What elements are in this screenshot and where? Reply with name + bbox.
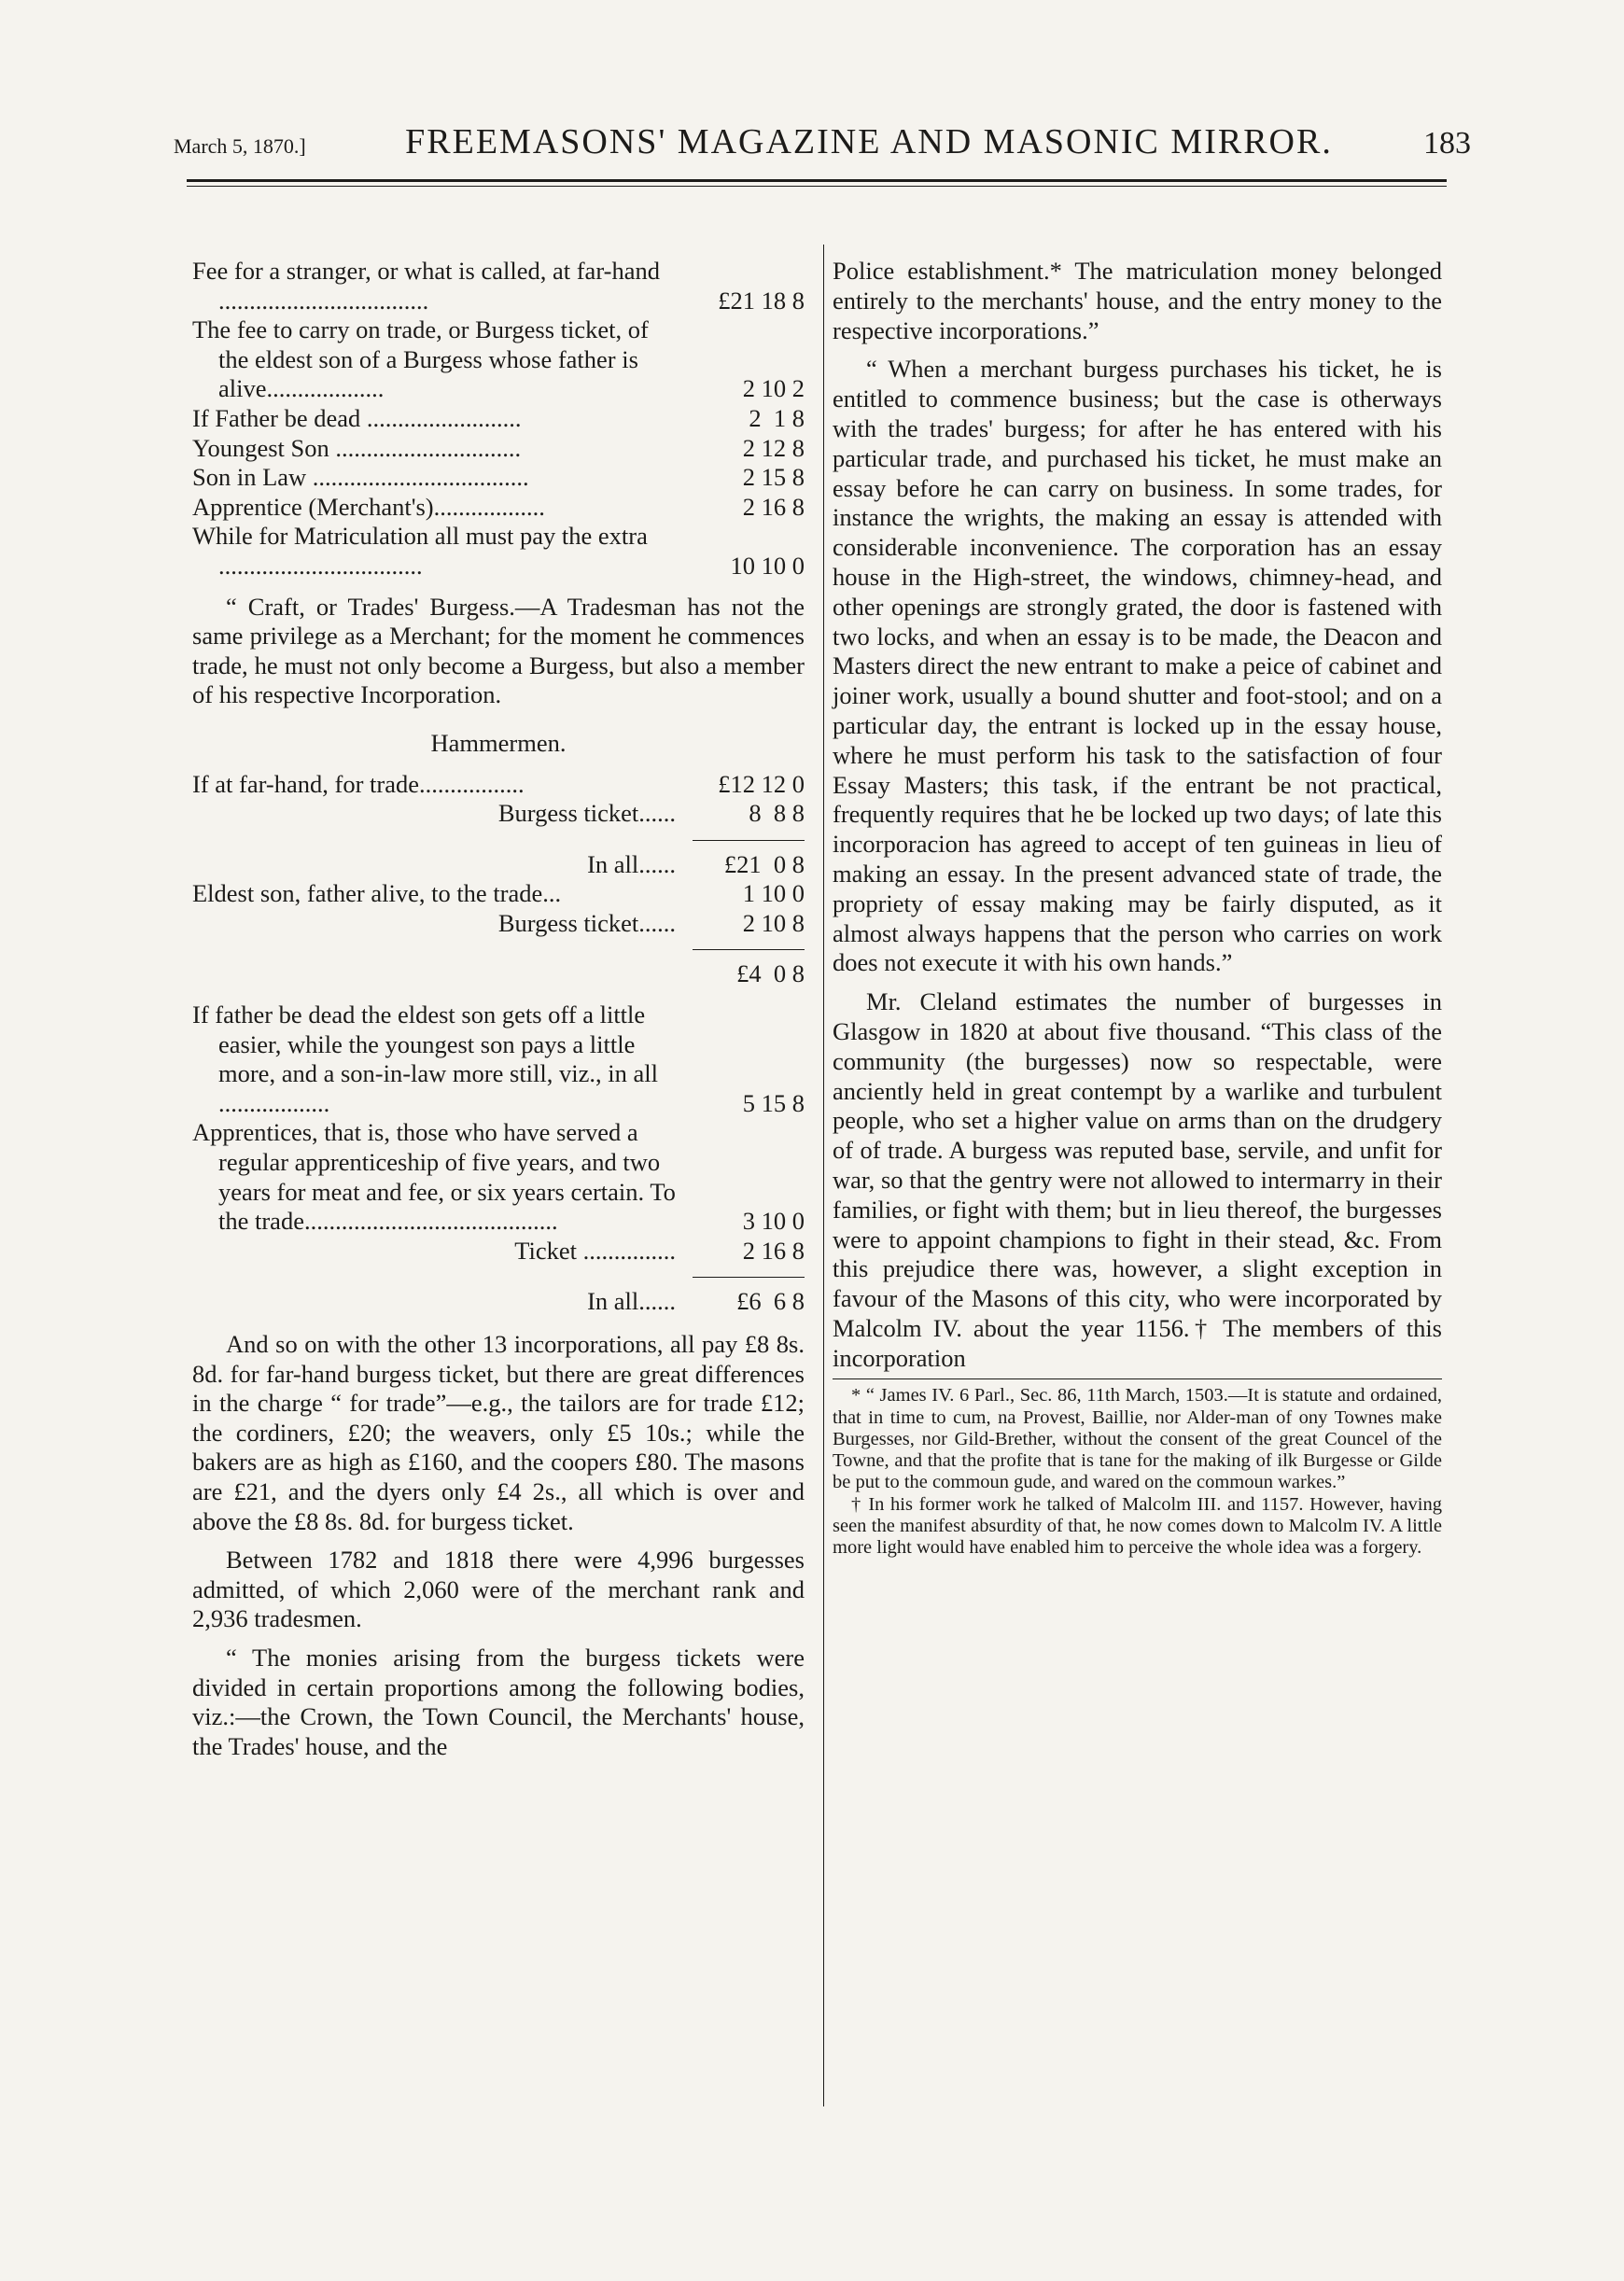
police-paragraph: Police establishment.* The matriculation money belonged entirely to the merchants' house, and the entry money to the respective incorporations.”: [833, 257, 1442, 344]
fee-label: If Father be dead .........................: [192, 403, 522, 432]
fee-amount: 2 12 8: [742, 433, 805, 462]
fee-label: Burgess ticket......: [497, 799, 676, 828]
fee-row: [192, 909, 805, 939]
fee-label: Son in Law ...................................: [192, 463, 529, 492]
total-label: In all......: [587, 1287, 676, 1316]
fee-amount: 10 10 0: [730, 551, 805, 580]
footnote-rule: [833, 1378, 1442, 1379]
fee-label: If father be dead the eldest son gets off a little easier, while the youngest son pays a little more, and a son-in-law more still, viz., in all ..................: [192, 1001, 658, 1117]
total-amount: £4 0 8: [736, 959, 805, 988]
fee-amount: 2 16 8: [742, 1236, 805, 1265]
fee-row: [192, 879, 805, 909]
total-row: [192, 959, 805, 989]
fee-amount: 3 10 0: [742, 1207, 805, 1236]
sum-rule: [693, 949, 805, 950]
fee-amount: 2 15 8: [742, 463, 805, 492]
fee-label: Burgess ticket......: [497, 908, 676, 937]
fee-amount: 2 1 8: [749, 403, 805, 432]
fee-amount: 2 16 8: [742, 492, 805, 521]
fee-amount: 8 8 8: [749, 799, 805, 828]
total-row: [192, 1287, 805, 1317]
fee-row: [192, 434, 805, 464]
monies-paragraph: “ The monies arising from the burgess tickets were divided in certain proportions among the following bodies, viz.:—the Crown, the Town Council, the Merchants' house, the Trades' house, and the: [192, 1643, 805, 1760]
issue-date: March 5, 1870.]: [174, 134, 306, 158]
fee-label: Apprentice (Merchant's)..................: [192, 492, 545, 521]
fee-amount: 5 15 8: [742, 1088, 805, 1117]
header-rule-thick: [187, 179, 1447, 182]
fee-row: [192, 1237, 805, 1266]
fee-amount: 1 10 0: [742, 879, 805, 908]
fee-amount: £12 12 0: [718, 769, 805, 798]
right-column: [833, 257, 1442, 1559]
magazine-title: FREEMASONS' MAGAZINE AND MASONIC MIRROR.: [405, 122, 1333, 161]
craft-paragraph: “ Craft, or Trades' Burgess.—A Tradesman has not the same privilege as a Merchant; for the moment he commences trade, he must not only become a Burgess, but also a member of his respective Incorporation.: [192, 592, 805, 709]
fee-label: If at far-hand, for trade.................: [192, 769, 525, 798]
footnote-star: * “ James IV. 6 Parl., Sec. 86, 11th March, 1503.—It is statute and ordained, that in time to cum, na Provest, Baillie, nor Alder-man of ony Townes make Burgesses, nor Gild-Brether, without the consent of the great Councel of the Towne, and that the profite that is tane for the making of ilk Burgesse or Gilde be put to the commoun gude, and wared on the commoun warkes.”: [833, 1385, 1442, 1493]
hammermen-fee-table: [192, 770, 805, 1318]
fee-label: Fee for a stranger, or what is called, at far-hand ..................................: [192, 257, 660, 315]
fee-label: Apprentices, that is, those who have served a regular apprenticeship of five years, and two years for meat and fee, or six years certain. To the trade.........................................: [192, 1118, 676, 1236]
page-number: 183: [1423, 126, 1471, 161]
fee-amount: 2 10 2: [742, 374, 805, 403]
sum-rule: [693, 840, 805, 841]
incorporations-paragraph: And so on with the other 13 incorporations, all pay £8 8s. 8d. for far-hand burgess ticket, but there are great differences in the charge “ for trade”—e.g., the tailors are for trade £12; the cordiners, £20; the weavers, only £5 10s.; while the bakers are as high as £160, and the coopers £80. The masons are £21, and the dyers only £4 2s., all which is over and above the £8 8s. 8d. for burgess ticket.: [192, 1330, 805, 1535]
total-amount: £21 0 8: [723, 849, 805, 878]
fee-row: [192, 463, 805, 493]
column-divider: [823, 245, 824, 2106]
fee-row: [192, 799, 805, 829]
cleland-paragraph: Mr. Cleland estimates the number of burgesses in Glasgow in 1820 at about five thousand. “This class of the community (the burgesses) now so respectable, were anciently held in great contempt by a warlike and turbulent people, who set a higher value on arms than on the drudgery of of trade. A burgess was reputed base, servile, and unfit for war, so that the gentry were not allowed to intermarry in their families, or fight with them; but in lieu thereof, the burgesses were to appoint champions to fight in their stead, &c. From this prejudice there was, however, a slight exception in favour of the Masons of this city, who were incorporated by Malcolm IV. about the year 1156.† The members of this incorporation: [833, 987, 1442, 1372]
left-column: [192, 257, 805, 1761]
total-amount: £6 6 8: [736, 1287, 805, 1316]
fee-amount: £21 18 8: [718, 286, 805, 315]
burgess-count-paragraph: Between 1782 and 1818 there were 4,996 burgesses admitted, of which 2,060 were of the merchant rank and 2,936 tradesmen.: [192, 1546, 805, 1633]
page-header: [174, 121, 1471, 174]
fee-row: [192, 522, 805, 581]
hammermen-heading: Hammermen.: [430, 728, 567, 757]
footnote-dagger: † In his former work he talked of Malcolm III. and 1157. However, having seen the manifest absurdity of that, he now comes down to Malcolm IV. A little more light would have enabled him to perceive the whole idea was a forgery.: [833, 1493, 1442, 1558]
fee-row: [192, 1118, 805, 1236]
fee-row: [192, 493, 805, 523]
total-row: [192, 850, 805, 880]
fee-row: [192, 1001, 805, 1118]
burgess-fee-table: [192, 257, 805, 581]
fee-row: [192, 257, 805, 315]
fee-row: [192, 770, 805, 800]
fee-row: [192, 315, 805, 404]
sum-rule: [693, 1277, 805, 1278]
header-rule-thin: [187, 186, 1447, 187]
fee-amount: 2 10 8: [742, 908, 805, 937]
essay-paragraph: “ When a merchant burgess purchases his ticket, he is entitled to commence business; but the case is otherways with the trades' burgess; for after he has entered with his particular trade, and purchased his ticket, he must make an essay before he can carry on business. In some trades, for instance the wrights, the making an essay is attended with considerable inconvenience. The corporation has an essay house in the High-street, the windows, chimney-head, and other openings are strongly grated, the door is fastened with two locks, and when an essay is to be made, the Deacon and Masters direct the new entrant to make a peice of cabinet and joiner work, usually a bound shutter and foot-stool; and on a particular day, the entrant is locked up in the essay house, where he must perform his task to the satisfaction of four Essay Masters; this task, if the entrant be not practical, frequently requires that he be locked up two days; of late this incorporacion has agreed to accept of ten guineas in lieu of making an essay. In the present advanced state of trade, the propriety of essay making may be fairly disputed, as it almost always happens that the person who carries on work does not execute it with his own hands.”: [833, 355, 1442, 977]
fee-label: Eldest son, father alive, to the trade...: [192, 879, 562, 908]
fee-label: Ticket ...............: [514, 1236, 676, 1265]
fee-label: The fee to carry on trade, or Burgess ticket, of the eldest son of a Burgess whose father is alive...................: [192, 315, 649, 403]
fee-row: [192, 404, 805, 434]
fee-label: Youngest Son ..............................: [192, 433, 522, 462]
fee-label: While for Matriculation all must pay the extra .................................: [192, 522, 648, 580]
total-label: In all......: [587, 849, 676, 878]
